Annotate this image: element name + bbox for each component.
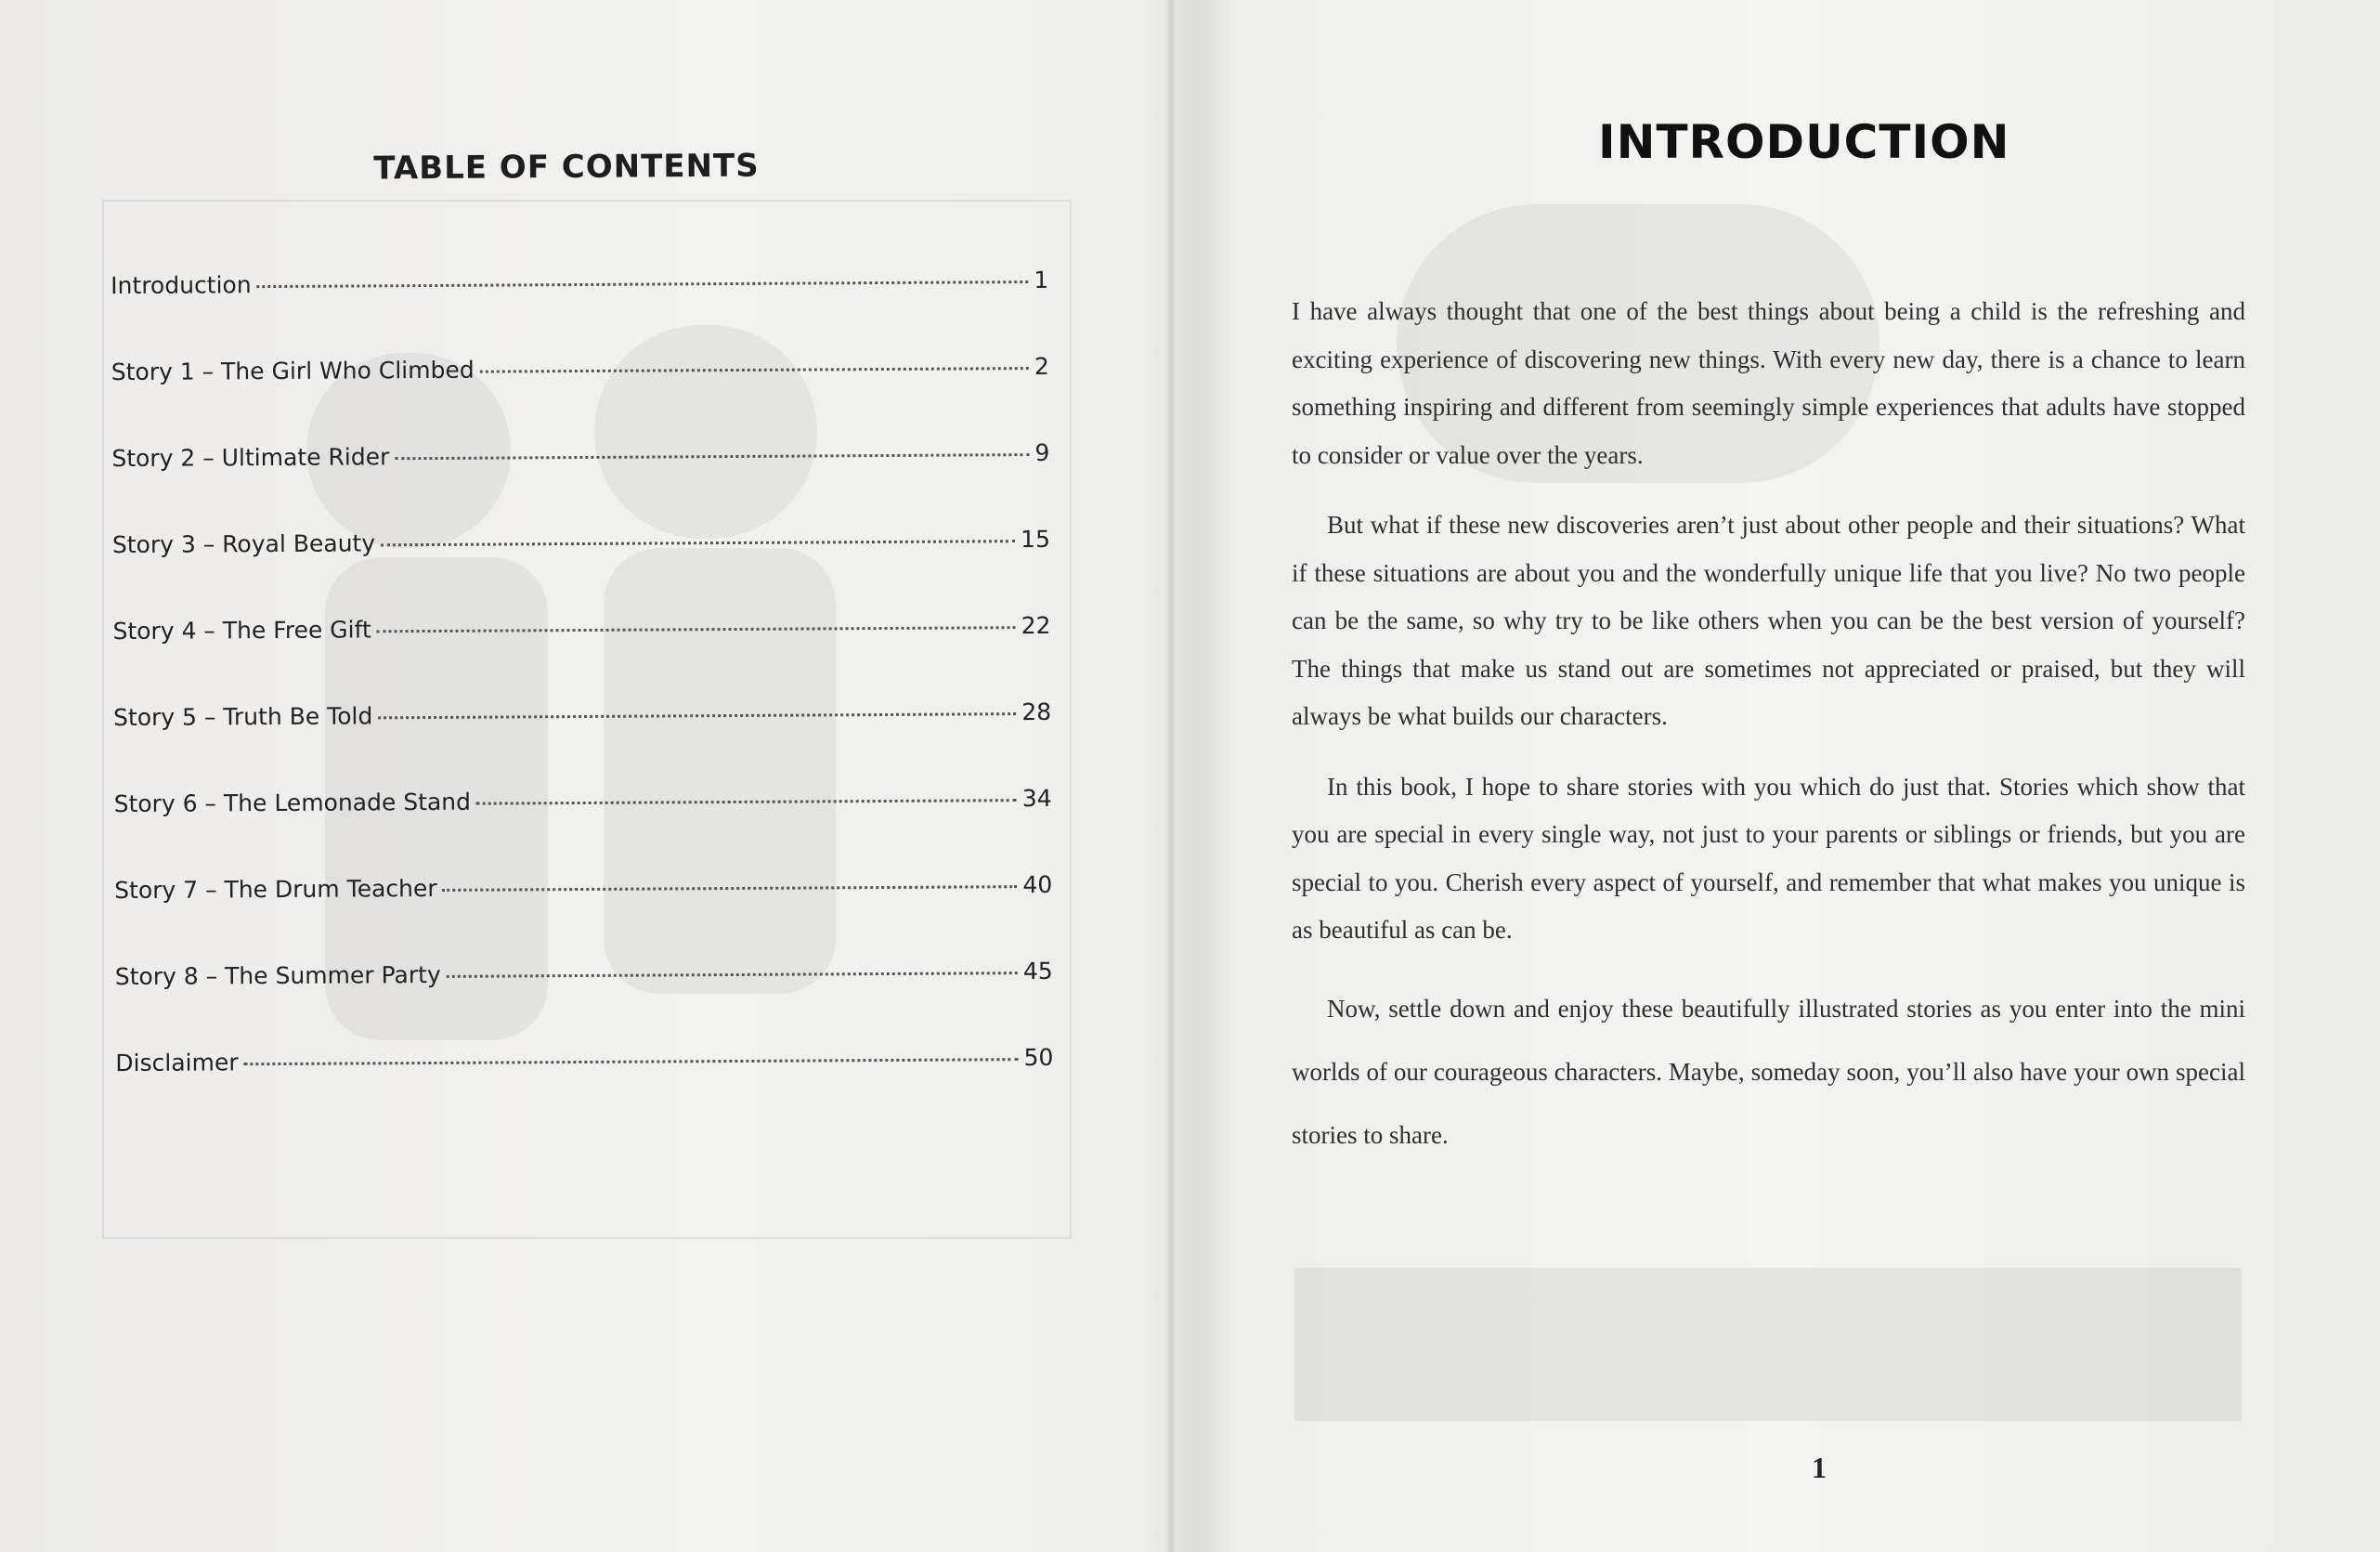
- intro-paragraph: Now, settle down and enjoy these beautifully illustrated stories as you enter into the mini worlds of our courageous characters. Maybe, someday soon, you’ll also have your own special stories to share.: [1292, 994, 2245, 1149]
- toc-entry-page: 28: [1021, 698, 1052, 726]
- toc-entry-page: 15: [1021, 525, 1051, 554]
- toc-entry[interactable]: [114, 871, 1053, 963]
- toc-entry[interactable]: [114, 785, 1053, 877]
- toc-leader-dots: [244, 1058, 1019, 1065]
- toc-entry[interactable]: [112, 612, 1051, 704]
- toc-entry-label: Story 1 – The Girl Who Climbed: [111, 356, 475, 386]
- intro-paragraph: But what if these new discoveries aren’t just about other people and their situations? What if these situations are about you and the wonderfully unique life that you live? No two people can be the same, so why try to be like others when you can be the best version of yourself? The things that make us stand out are sometimes not appreciated or praised, but they will always be what builds our characters.: [1292, 511, 2245, 730]
- intro-title: INTRODUCTION: [1598, 115, 2010, 169]
- toc-leader-dots: [395, 453, 1029, 460]
- left-page: [0, 0, 1172, 1552]
- toc-entry-label: Introduction: [111, 271, 252, 300]
- toc-leader-dots: [476, 799, 1017, 805]
- toc-list: [111, 267, 1054, 1136]
- right-page: [1174, 0, 2380, 1552]
- toc-leader-dots: [447, 972, 1018, 978]
- toc-entry[interactable]: [111, 439, 1050, 531]
- toc-entry[interactable]: [112, 526, 1051, 618]
- toc-entry-label: Disclaimer: [115, 1049, 239, 1077]
- toc-entry[interactable]: [115, 1044, 1054, 1136]
- page-number: 1: [1812, 1451, 1827, 1484]
- toc-leader-dots: [480, 367, 1029, 373]
- toc-entry-page: 22: [1021, 611, 1051, 640]
- intro-body: [1292, 288, 2245, 1189]
- toc-entry-page: 2: [1034, 352, 1049, 381]
- toc-leader-dots: [377, 626, 1016, 633]
- toc-entry[interactable]: [113, 698, 1052, 790]
- toc-entry-label: Story 2 – Ultimate Rider: [111, 443, 390, 473]
- toc-entry[interactable]: [115, 958, 1054, 1050]
- toc-entry[interactable]: [111, 267, 1049, 359]
- intro-paragraph: In this book, I hope to share stories with you which do just that. Stories which show that you are special in every single way, not just to your parents or siblings or friends, but you are special to you. Cherish every aspect of yourself, and remember that what makes you unique is as beautiful as can be.: [1292, 772, 2245, 944]
- toc-leader-dots: [443, 885, 1018, 892]
- toc-entry-label: Story 7 – The Drum Teacher: [114, 874, 437, 905]
- toc-entry-page: 45: [1022, 957, 1053, 985]
- toc-entry-label: Story 3 – Royal Beauty: [111, 529, 376, 559]
- toc-entry-label: Story 4 – The Free Gift: [112, 616, 371, 646]
- toc-entry-page: 50: [1023, 1043, 1054, 1072]
- toc-entry-page: 40: [1022, 870, 1053, 899]
- toc-entry-label: Story 5 – Truth Be Told: [113, 702, 373, 732]
- toc-leader-dots: [378, 712, 1016, 719]
- toc-entry-page: 9: [1034, 438, 1050, 467]
- toc-leader-dots: [257, 280, 1029, 288]
- toc-title: TABLE OF CONTENTS: [373, 147, 760, 188]
- toc-entry-label: Story 6 – The Lemonade Stand: [113, 788, 472, 818]
- intro-paragraph: I have always thought that one of the best things about being a child is the refreshing and exciting experience of discovering new things. With every new day, there is a chance to learn something inspiring and different from seemingly simple experiences that adults have stopped to consider or value over the years.: [1292, 297, 2245, 469]
- bleed-through-image: [1294, 1268, 2242, 1421]
- toc-entry-page: 1: [1034, 266, 1049, 294]
- toc-leader-dots: [381, 540, 1015, 546]
- toc-entry-label: Story 8 – The Summer Party: [114, 960, 441, 991]
- toc-entry-page: 34: [1021, 784, 1052, 813]
- toc-entry[interactable]: [111, 353, 1050, 445]
